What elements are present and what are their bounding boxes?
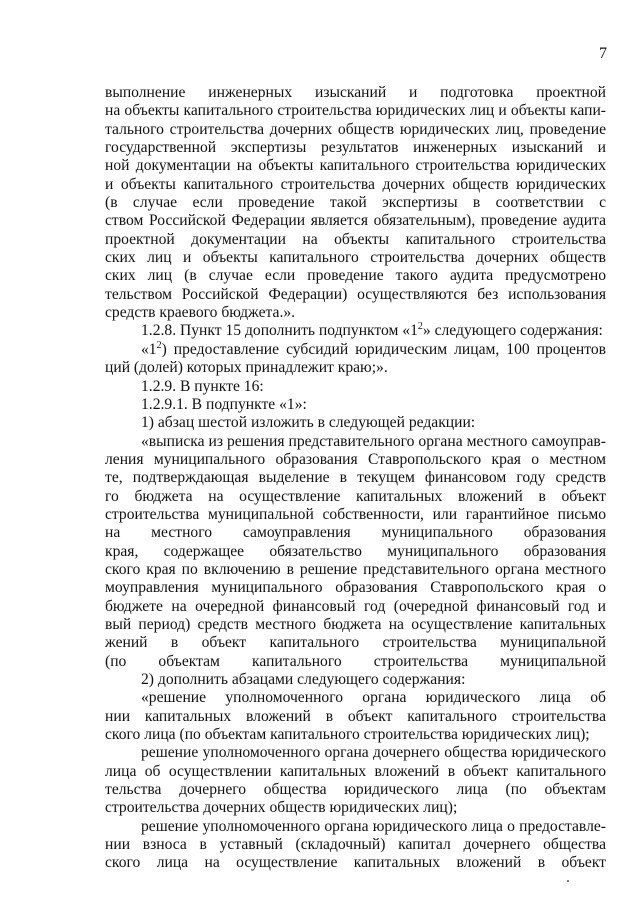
text-line: (по объектам капитального строительства муниципальной <box>105 652 606 670</box>
text-line: тального строительства дочерних обществ юридических лиц, проведение <box>105 120 606 138</box>
text-line: 1.2.9. В пункте 16: <box>141 377 264 395</box>
text-line: нии взноса в уставный (складочный) капитал дочернего общества <box>105 836 606 854</box>
text-line: ских лиц и объекты капитального строительства дочерних обществ <box>105 249 606 267</box>
text-line: го бюджета на осуществление капитальных вложений в объект <box>105 487 606 505</box>
text-line: государственной экспертизы результатов инженерных изысканий и <box>105 139 606 157</box>
text-line: выполнение инженерных изысканий и подготовка проектной <box>105 84 606 101</box>
text-line: 2) дополнить абзацами следующего содержания: <box>141 671 466 688</box>
text-line: ления муниципального образования Ставропольского края о местном <box>105 450 606 468</box>
scan-mark <box>567 880 569 882</box>
text-line: вый период) средств местного бюджета на осуществление капитальных <box>105 615 606 633</box>
text-line: лица об осуществлении капитальных вложений в объект капитального <box>105 762 606 780</box>
text-line: 1) абзац шестой изложить в следующей редакции: <box>141 414 476 432</box>
text-line: на местного самоуправления муниципального образования <box>105 524 606 542</box>
document-body <box>105 84 606 873</box>
text-line: и объекты капитального строительства дочерних обществ юридических <box>105 175 606 193</box>
text-line: строительства дочерних обществ юридических лиц); <box>105 799 458 817</box>
text-line: на объекты капитального строительства юридических лиц и объекты капи- <box>105 102 606 120</box>
text-line: ций (долей) которых принадлежит краю;». <box>105 359 388 377</box>
text-line: ских лиц (в случае если проведение такого аудита предусмотрено <box>105 267 606 285</box>
text-line: те, подтверждающая выделение в текущем финансовом году средств <box>105 469 606 487</box>
text-line: «выписка из решения представительного органа местного самоуправ- <box>141 432 606 450</box>
text-line: решение уполномоченного органа юридического лица о предоставле- <box>141 817 606 835</box>
page-number: 7 <box>599 45 607 62</box>
text-line: 1.2.9.1. В подпункте «1»: <box>141 395 307 413</box>
text-line: ством Российской Федерации является обязательным), проведение аудита <box>105 212 606 230</box>
text-line: средств краевого бюджета.». <box>105 304 296 322</box>
text-line: ского края по включению в решение представительного органа местного <box>105 560 606 578</box>
text-line: тельством Российской Федерации) осуществляются без использования <box>105 285 606 303</box>
text-line: жений в объект капитального строительства муниципальной <box>105 634 606 652</box>
text-line: проектной документации на объекты капитального строительства <box>105 230 606 248</box>
text-line: «$1^2$) предоставление субсидий юридическим лицам, 100 процентов <box>141 340 606 358</box>
text-line: бюджете на очередной финансовый год (очередной финансовый год и <box>105 597 606 615</box>
text-line: ского лица (по объектам капитального строительства юридических лиц); <box>105 726 590 744</box>
text-line: строительства муниципальной собственности, или гарантийное письмо <box>105 505 606 523</box>
text-line: нии капитальных вложений в объект капитального строительства <box>105 707 606 725</box>
text-line: решение уполномоченного органа дочернего общества юридического <box>141 744 606 762</box>
text-line: (в случае если проведение такой экспертизы в соответствии с <box>105 194 606 212</box>
text-line: моуправления муниципального образования Ставропольского края о <box>105 579 606 597</box>
text-line: края, содержащее обязательство муниципального образования <box>105 542 606 560</box>
text-line: ной документации на объекты капитального строительства юридических <box>105 157 606 175</box>
text-line: ского лица на осуществление капитальных вложений в объект <box>105 854 606 872</box>
text-line: 1.2.8. Пункт 15 дополнить подпунктом «$1^2$» следующего содержания: <box>141 322 603 340</box>
text-line: тельства дочернего общества юридического лица (по объектам <box>105 781 606 799</box>
text-line: «решение уполномоченного органа юридического лица об <box>141 689 606 707</box>
